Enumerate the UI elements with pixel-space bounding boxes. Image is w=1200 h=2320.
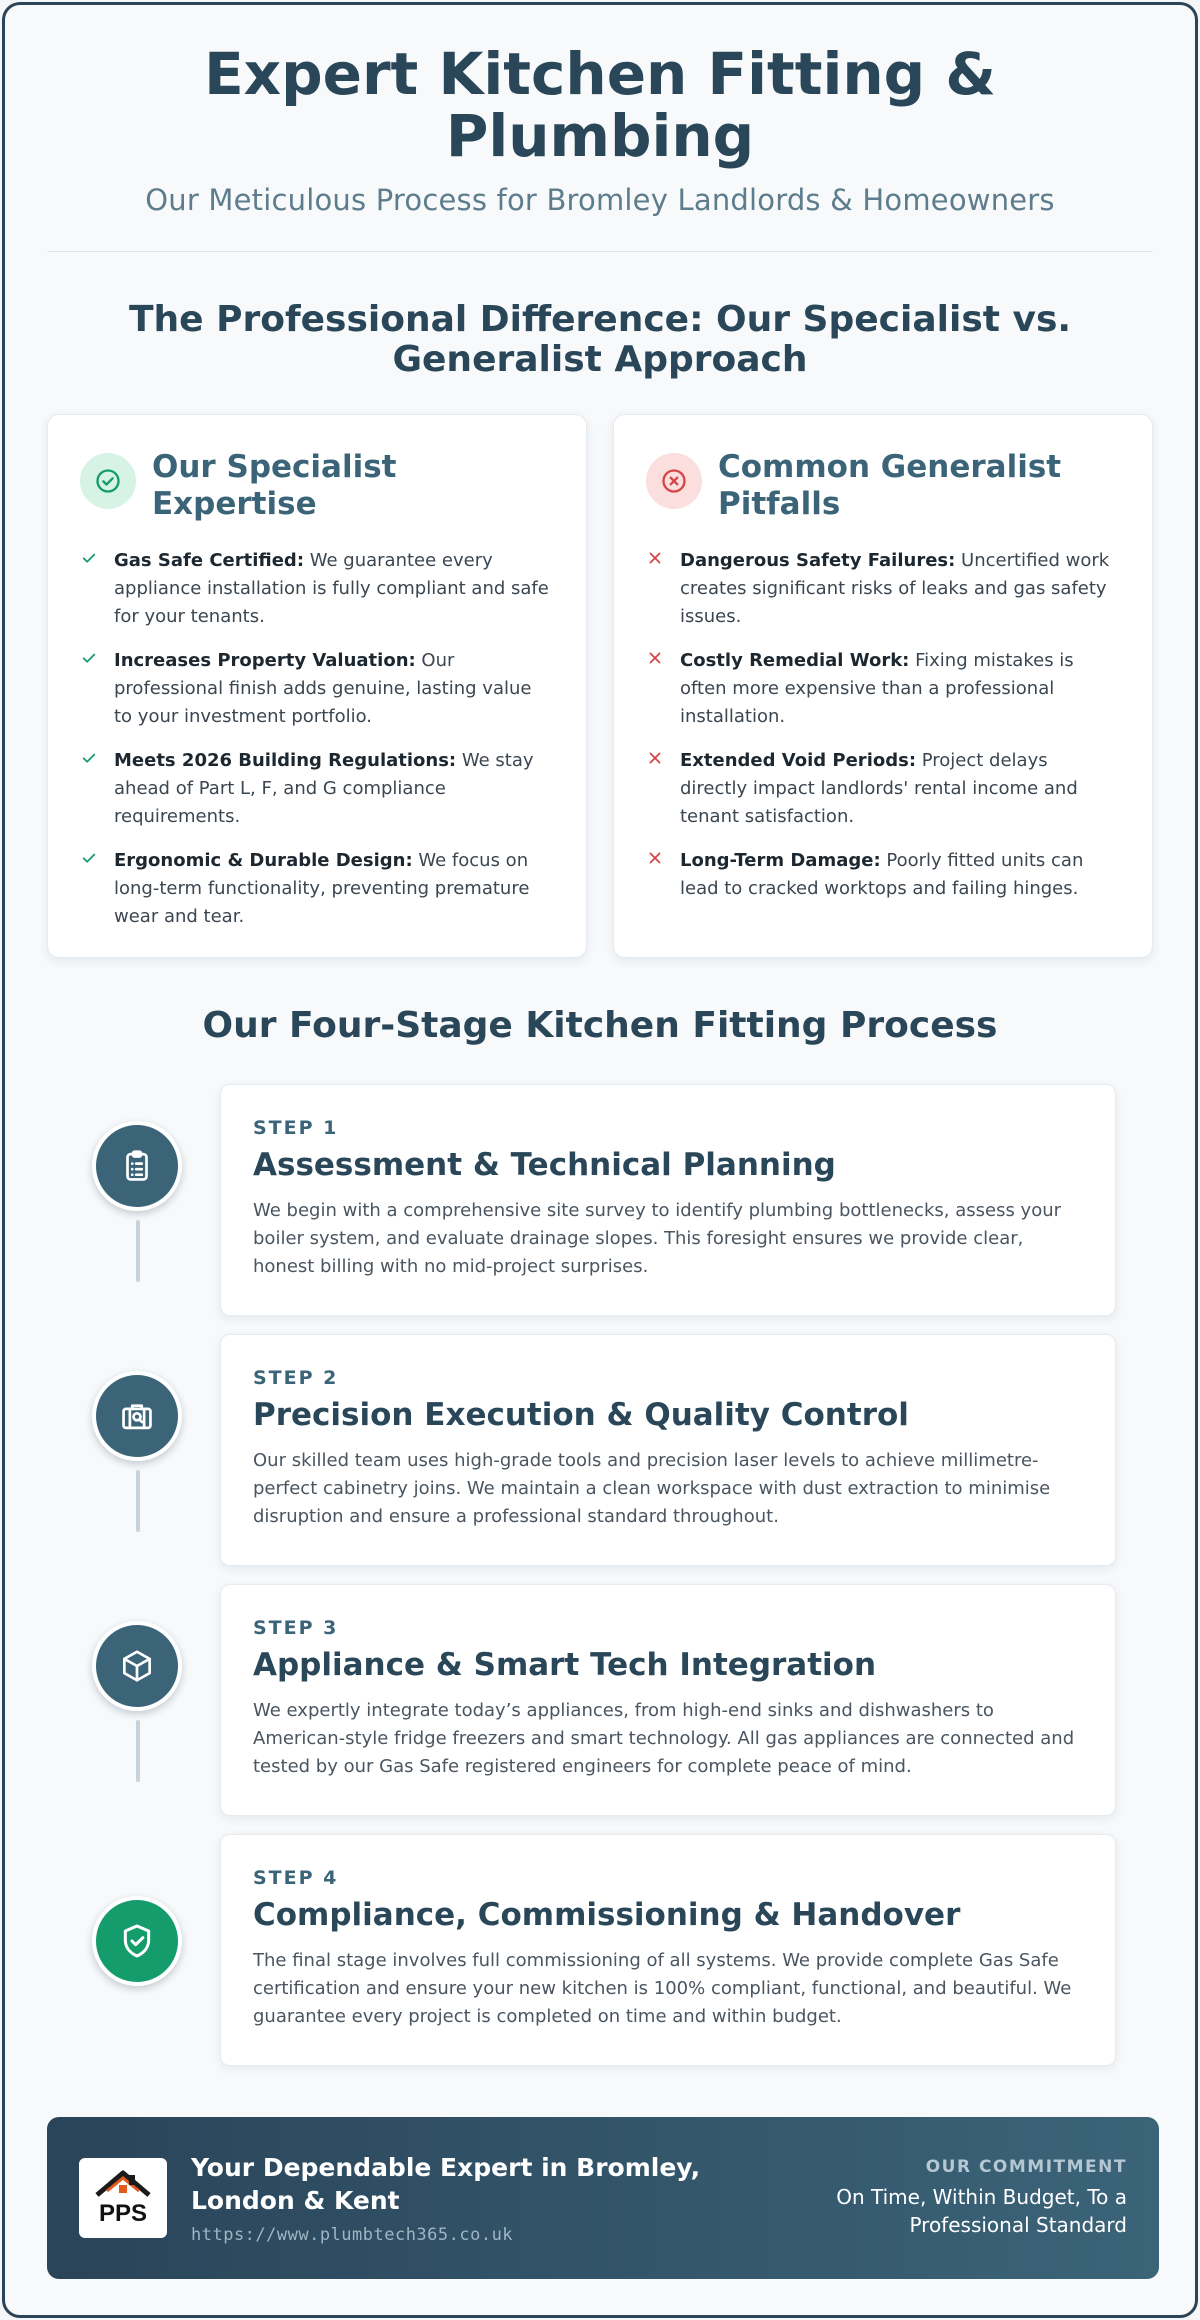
specialist-list	[80, 547, 554, 931]
comparison-cards	[47, 414, 1153, 958]
clipboard-icon	[92, 1121, 182, 1211]
list-item: Gas Safe Certified: We guarantee every appliance installation is fully compliant and safe for your tenants.	[80, 547, 554, 631]
infographic-frame	[2, 2, 1198, 2318]
divider	[47, 251, 1153, 252]
step-description: We begin with a comprehensive site survey to identify plumbing bottlenecks, assess your boiler system, and evaluate drainage slopes. This foresight ensures we provide clear, honest billing with no mid-project surprises.	[253, 1200, 1062, 1277]
step-card	[220, 1084, 1116, 1316]
step-title: Assessment & Technical Planning	[253, 1147, 836, 1183]
x-icon	[646, 647, 680, 731]
specialist-card	[47, 414, 587, 958]
step-title: Compliance, Commissioning & Handover	[253, 1897, 961, 1933]
footer-banner	[47, 2117, 1159, 2279]
check-icon	[80, 747, 114, 831]
step-card	[220, 1834, 1116, 2066]
shield-check-icon	[92, 1896, 182, 1986]
comparison-title: The Professional Difference: Our Specialist vs. Generalist Approach	[128, 299, 1072, 380]
cube-icon	[92, 1621, 182, 1711]
check-icon	[80, 547, 114, 631]
step-connector	[136, 1720, 140, 1782]
commitment-label: OUR COMMITMENT	[925, 2157, 1127, 2177]
list-item: Increases Property Valuation: Our professional finish adds genuine, lasting value to your investment portfolio.	[80, 647, 554, 731]
toolbox-icon	[92, 1371, 182, 1461]
check-circle-icon	[80, 453, 136, 509]
step-4	[5, 1834, 1195, 2084]
step-connector	[136, 1220, 140, 1282]
x-circle-icon	[646, 453, 702, 509]
page-title: Expert Kitchen Fitting & Plumbing	[204, 40, 996, 170]
hero	[5, 5, 1195, 217]
x-icon	[646, 547, 680, 631]
process-title: Our Four-Stage Kitchen Fitting Process	[202, 1005, 998, 1046]
list-item: Extended Void Periods: Project delays directly impact landlords' rental income and tenant satisfaction.	[646, 747, 1120, 831]
generalist-card	[613, 414, 1153, 958]
check-icon	[80, 847, 114, 931]
list-item: Costly Remedial Work: Fixing mistakes is often more expensive than a professional installation.	[646, 647, 1120, 731]
x-icon	[646, 747, 680, 831]
step-1	[5, 1084, 1195, 1334]
step-connector	[136, 1470, 140, 1532]
step-label: STEP 3	[253, 1617, 339, 1639]
step-label: STEP 1	[253, 1117, 339, 1139]
generalist-list	[646, 547, 1120, 903]
step-title: Precision Execution & Quality Control	[253, 1397, 909, 1433]
step-description: Our skilled team uses high-grade tools and precision laser levels to achieve millimetre-perfect cabinetry joins. We maintain a clean workspace with dust extraction to minimise disruption and ensure a professional standard throughout.	[253, 1450, 1051, 1527]
process-steps	[5, 1084, 1195, 2084]
check-icon	[80, 647, 114, 731]
list-item: Ergonomic & Durable Design: We focus on long-term functionality, preventing premature wear and tear.	[80, 847, 554, 931]
step-2	[5, 1334, 1195, 1584]
footer-title: Your Dependable Expert in Bromley, London & Kent	[191, 2153, 701, 2215]
generalist-title: Common Generalist Pitfalls	[718, 449, 1062, 522]
x-icon	[646, 847, 680, 903]
step-label: STEP 2	[253, 1367, 339, 1389]
svg-text:PPS: PPS	[98, 2200, 148, 2227]
list-item: Long-Term Damage: Poorly fitted units can lead to cracked worktops and failing hinges.	[646, 847, 1120, 903]
step-description: The final stage involves full commissioning of all systems. We provide complete Gas Safe certification and ensure your new kitchen is 100% compliant, functional, and beautiful. We guarantee every project is completed on time and within budget.	[253, 1950, 1072, 2027]
step-card	[220, 1334, 1116, 1566]
page-subtitle: Our Meticulous Process for Bromley Landlords & Homeowners	[145, 183, 1055, 217]
step-card	[220, 1584, 1116, 1816]
step-label: STEP 4	[253, 1867, 339, 1889]
commitment-text: On Time, Within Budget, To a Professional Standard	[836, 2185, 1127, 2237]
step-3	[5, 1584, 1195, 1834]
specialist-title: Our Specialist Expertise	[152, 449, 397, 522]
list-item: Meets 2026 Building Regulations: We stay ahead of Part L, F, and G compliance requirements.	[80, 747, 554, 831]
step-title: Appliance & Smart Tech Integration	[253, 1647, 877, 1683]
step-description: We expertly integrate today’s appliances, from high-end sinks and dishwashers to American-style fridge freezers and smart technology. All gas appliances are connected and tested by our Gas Safe registered engineers for complete peace of mind.	[253, 1700, 1075, 1777]
list-item: Dangerous Safety Failures: Uncertified work creates significant risks of leaks and gas safety issues.	[646, 547, 1120, 631]
company-logo	[79, 2158, 167, 2238]
website-url[interactable]: https://www.plumbtech365.co.uk	[191, 2225, 514, 2245]
